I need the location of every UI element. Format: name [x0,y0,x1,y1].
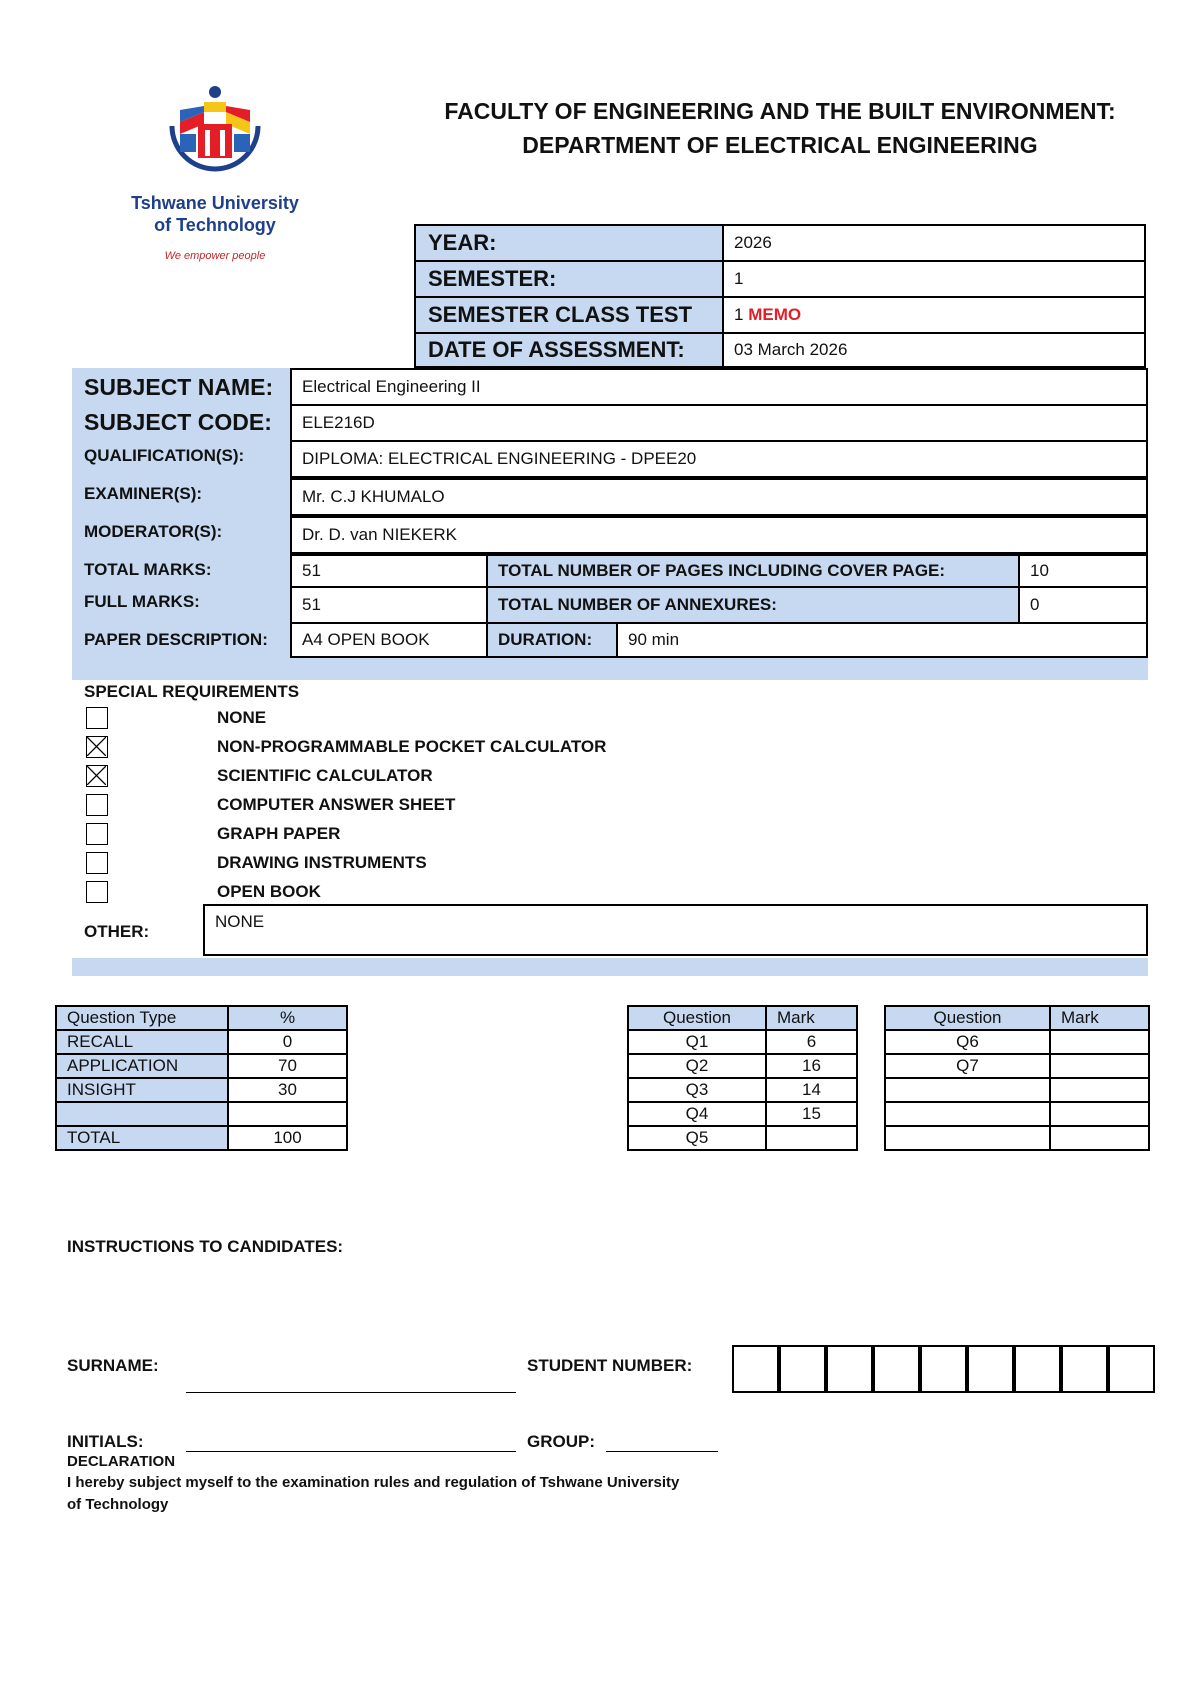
class-test-number: 1 [734,305,744,324]
examiner-label: EXAMINER(S): [84,484,203,503]
marks2-label-cell [885,1102,1050,1126]
requirement-label: DRAWING INSTRUMENTS [217,853,427,872]
marks1-header-question: Question [628,1006,766,1030]
logo-emblem-icon [160,82,270,182]
student-number-digit-box[interactable] [967,1345,1014,1393]
annexures-value: 0 [1018,586,1148,624]
marks2-value-cell [1050,1054,1149,1078]
marks2-value-cell [1050,1030,1149,1054]
table-row [628,1030,857,1054]
table-row [56,1078,347,1102]
requirement-label: NON-PROGRAMMABLE POCKET CALCULATOR [217,737,607,756]
subject-name-value: Electrical Engineering II [290,368,1148,406]
moderator-value: Dr. D. van NIEKERK [290,516,1148,554]
table-row [885,1102,1149,1126]
university-logo [160,82,270,182]
annexures-label: TOTAL NUMBER OF ANNEXURES: [486,586,1020,624]
declaration-line2: of Technology [67,1496,169,1513]
table-row [56,1102,347,1126]
requirement-checkbox[interactable] [86,765,108,787]
pages-label: TOTAL NUMBER OF PAGES INCLUDING COVER PAGE: [486,554,1020,588]
qtype-value-cell: 30 [228,1078,347,1102]
marks1-value-cell: 16 [766,1054,857,1078]
date-label: DATE OF ASSESSMENT: [416,334,724,366]
requirement-checkbox[interactable] [86,736,108,758]
check-x-icon [87,766,106,785]
requirement-checkbox[interactable] [86,794,108,816]
table-row [628,1078,857,1102]
student-number-digit-box[interactable] [732,1345,779,1393]
qtype-total-value: 100 [228,1126,347,1150]
subject-code-label: SUBJECT CODE: [84,409,272,435]
marks2-label-cell: Q7 [885,1054,1050,1078]
group-line[interactable] [606,1450,718,1452]
requirement-checkbox[interactable] [86,881,108,903]
qtype-label-cell: RECALL [56,1030,228,1054]
student-number-digit-box[interactable] [920,1345,967,1393]
paper-description-label: PAPER DESCRIPTION: [84,630,268,649]
marks1-value-cell: 15 [766,1102,857,1126]
qtype-value-cell: 0 [228,1030,347,1054]
student-number-digit-box[interactable] [873,1345,920,1393]
qualification-label: QUALIFICATION(S): [84,446,245,465]
requirement-label: GRAPH PAPER [217,824,341,843]
year-label: YEAR: [416,226,724,262]
table-row [56,1054,347,1078]
duration-label: DURATION: [486,622,618,658]
marks2-label-cell [885,1078,1050,1102]
logo-text-line1: Tshwane University [131,193,299,213]
student-number-digit-box[interactable] [826,1345,873,1393]
qtype-value-cell: 70 [228,1054,347,1078]
declaration-title: DECLARATION [67,1453,176,1470]
requirement-checkbox[interactable] [86,823,108,845]
memo-label: MEMO [748,305,802,324]
group-label: GROUP: [527,1432,595,1451]
class-test-label: SEMESTER CLASS TEST [416,298,724,334]
qtype-label-cell: APPLICATION [56,1054,228,1078]
marks1-label-cell: Q2 [628,1054,766,1078]
marks2-header-question: Question [885,1006,1050,1030]
requirement-label: COMPUTER ANSWER SHEET [217,795,456,814]
full-marks-label: FULL MARKS: [84,592,200,611]
marks1-header-mark: Mark [766,1006,857,1030]
requirement-label: NONE [217,708,267,727]
qtype-total-label: TOTAL [56,1126,228,1150]
marks-table-1 [627,1005,858,1151]
marks1-label-cell: Q3 [628,1078,766,1102]
qtype-header-type: Question Type [56,1006,228,1030]
marks2-value-cell [1050,1078,1149,1102]
instructions-title: INSTRUCTIONS TO CANDIDATES: [67,1237,344,1256]
table-row [885,1030,1149,1054]
date-value: 03 March 2026 [734,340,848,359]
qtype-label-cell: INSIGHT [56,1078,228,1102]
qtype-value-cell [228,1102,347,1126]
surname-label: SURNAME: [67,1356,159,1375]
moderator-label: MODERATOR(S): [84,522,223,541]
class-test-value [724,298,1144,334]
department-title: DEPARTMENT OF ELECTRICAL ENGINEERING [522,132,1038,158]
marks1-label-cell: Q1 [628,1030,766,1054]
student-number-digit-box[interactable] [1108,1345,1155,1393]
surname-line[interactable] [186,1391,516,1393]
marks-table-2 [884,1005,1150,1151]
full-marks-value: 51 [290,586,488,624]
marks2-label-cell: Q6 [885,1030,1050,1054]
logo-text-line2: of Technology [154,215,276,235]
logo-tagline: We empower people [164,250,266,262]
table-row [885,1054,1149,1078]
marks2-header-mark: Mark [1050,1006,1149,1030]
check-x-icon [87,737,106,756]
subject-name-label: SUBJECT NAME: [84,374,274,400]
other-label: OTHER: [84,922,150,941]
marks2-label-cell [885,1126,1050,1150]
examiner-value: Mr. C.J KHUMALO [290,478,1148,516]
paper-description-value: A4 OPEN BOOK [290,622,488,658]
requirement-checkbox[interactable] [86,707,108,729]
requirement-checkbox[interactable] [86,852,108,874]
total-marks-value: 51 [290,554,488,588]
total-marks-label: TOTAL MARKS: [84,560,212,579]
student-number-label: STUDENT NUMBER: [527,1356,693,1375]
other-value: NONE [203,904,1148,956]
marks1-label-cell: Q4 [628,1102,766,1126]
semester-label: SEMESTER: [416,262,724,298]
student-number-digit-box[interactable] [779,1345,826,1393]
marks2-value-cell [1050,1126,1149,1150]
divider-bar [72,958,1148,976]
marks1-value-cell: 6 [766,1030,857,1054]
requirement-label: SCIENTIFIC CALCULATOR [217,766,433,785]
marks1-value-cell [766,1126,857,1150]
table-row [628,1126,857,1150]
table-row [885,1126,1149,1150]
declaration-line1: I hereby subject myself to the examination rules and regulation of Tshwane University [67,1474,680,1491]
pages-value: 10 [1018,554,1148,588]
student-number-digit-box[interactable] [1014,1345,1061,1393]
marks1-value-cell: 14 [766,1078,857,1102]
marks2-value-cell [1050,1102,1149,1126]
table-row [628,1054,857,1078]
table-row [56,1030,347,1054]
assessment-info-table [414,224,1146,368]
table-row [628,1102,857,1126]
subject-code-value: ELE216D [290,404,1148,442]
question-type-table [55,1005,348,1151]
initials-label: INITIALS: [67,1432,144,1451]
qtype-label-cell [56,1102,228,1126]
duration-value: 90 min [616,622,1148,658]
semester-value: 1 [724,262,1144,298]
special-requirements-title: SPECIAL REQUIREMENTS [84,682,300,701]
requirement-label: OPEN BOOK [217,882,321,901]
initials-line[interactable] [186,1450,516,1452]
faculty-title: FACULTY OF ENGINEERING AND THE BUILT ENVIRONMENT: [444,98,1116,124]
qtype-header-percent: % [228,1006,347,1030]
student-number-digit-box[interactable] [1061,1345,1108,1393]
qualification-value: DIPLOMA: ELECTRICAL ENGINEERING - DPEE20 [290,440,1148,478]
marks1-label-cell: Q5 [628,1126,766,1150]
year-value: 2026 [724,226,1144,262]
table-row [885,1078,1149,1102]
